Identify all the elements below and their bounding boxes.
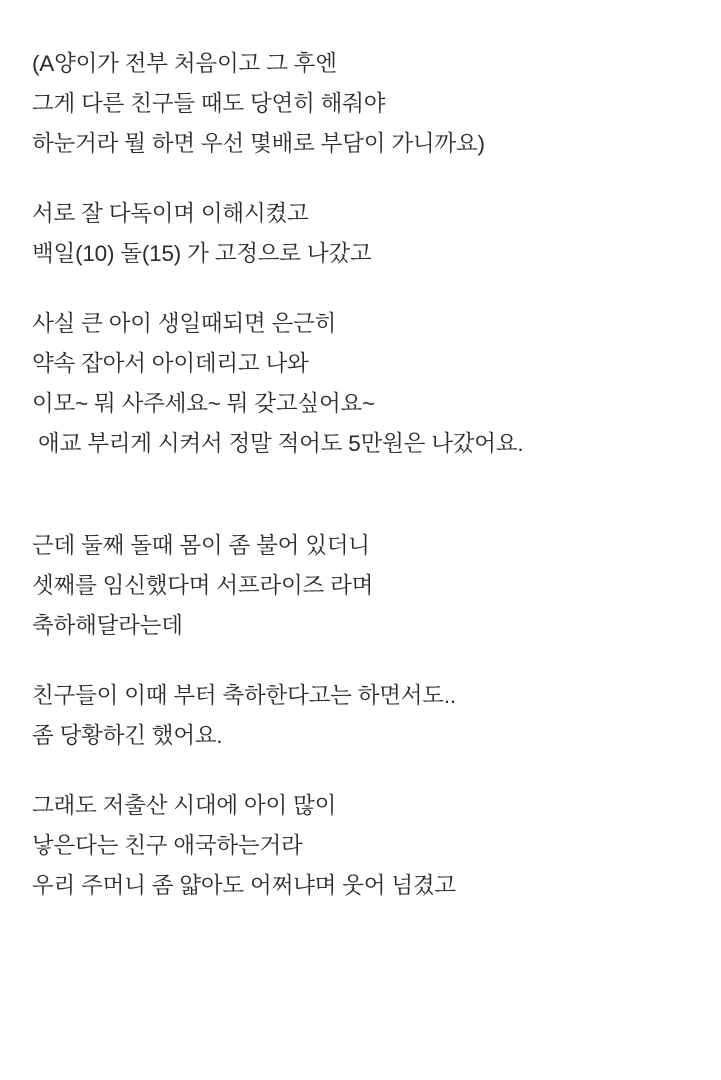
text-line: 셋째를 임신했다며 서프라이즈 라며: [32, 573, 374, 598]
text-block-2: [32, 194, 691, 274]
text-line: 백일(10) 돌(15) 가 고정으로 나갔고: [32, 241, 372, 266]
text-line: 좀 당황하긴 했어요.: [32, 723, 223, 748]
text-line: 하눈거라 뭘 하면 우선 몇배로 부담이 가니까요): [32, 131, 485, 156]
text-block-6: [32, 786, 691, 906]
text-line: 축하해달라는데: [32, 613, 183, 638]
text-line: 애교 부리게 시켜서 정말 적어도 5만원은 나갔어요.: [32, 431, 524, 456]
text-line: 낳은다는 친구 애국하는거라: [32, 833, 303, 858]
text-block-5: [32, 676, 691, 756]
text-line: (A양이가 전부 처음이고 그 후엔: [32, 51, 337, 76]
text-line: 근데 둘째 돌때 몸이 좀 불어 있더니: [32, 533, 370, 558]
text-block-4: [32, 526, 691, 646]
text-line: 그게 다른 친구들 때도 당연히 해줘야: [32, 91, 386, 116]
text-line: 이모~ 뭐 사주세요~ 뭐 갖고싶어요~: [32, 391, 375, 416]
text-line: 우리 주머니 좀 얇아도 어쩌냐며 웃어 넘겼고: [32, 873, 456, 898]
text-line: 친구들이 이때 부터 축하한다고는 하면서도..: [32, 683, 456, 708]
text-line: 약속 잡아서 아이데리고 나와: [32, 351, 309, 376]
text-block-1: [32, 44, 691, 164]
text-line: 서로 잘 다독이며 이해시켰고: [32, 201, 309, 226]
text-block-3: [32, 304, 691, 464]
text-line: 사실 큰 아이 생일때되면 은근히: [32, 311, 337, 336]
text-line: 그래도 저출산 시대에 아이 많이: [32, 793, 337, 818]
